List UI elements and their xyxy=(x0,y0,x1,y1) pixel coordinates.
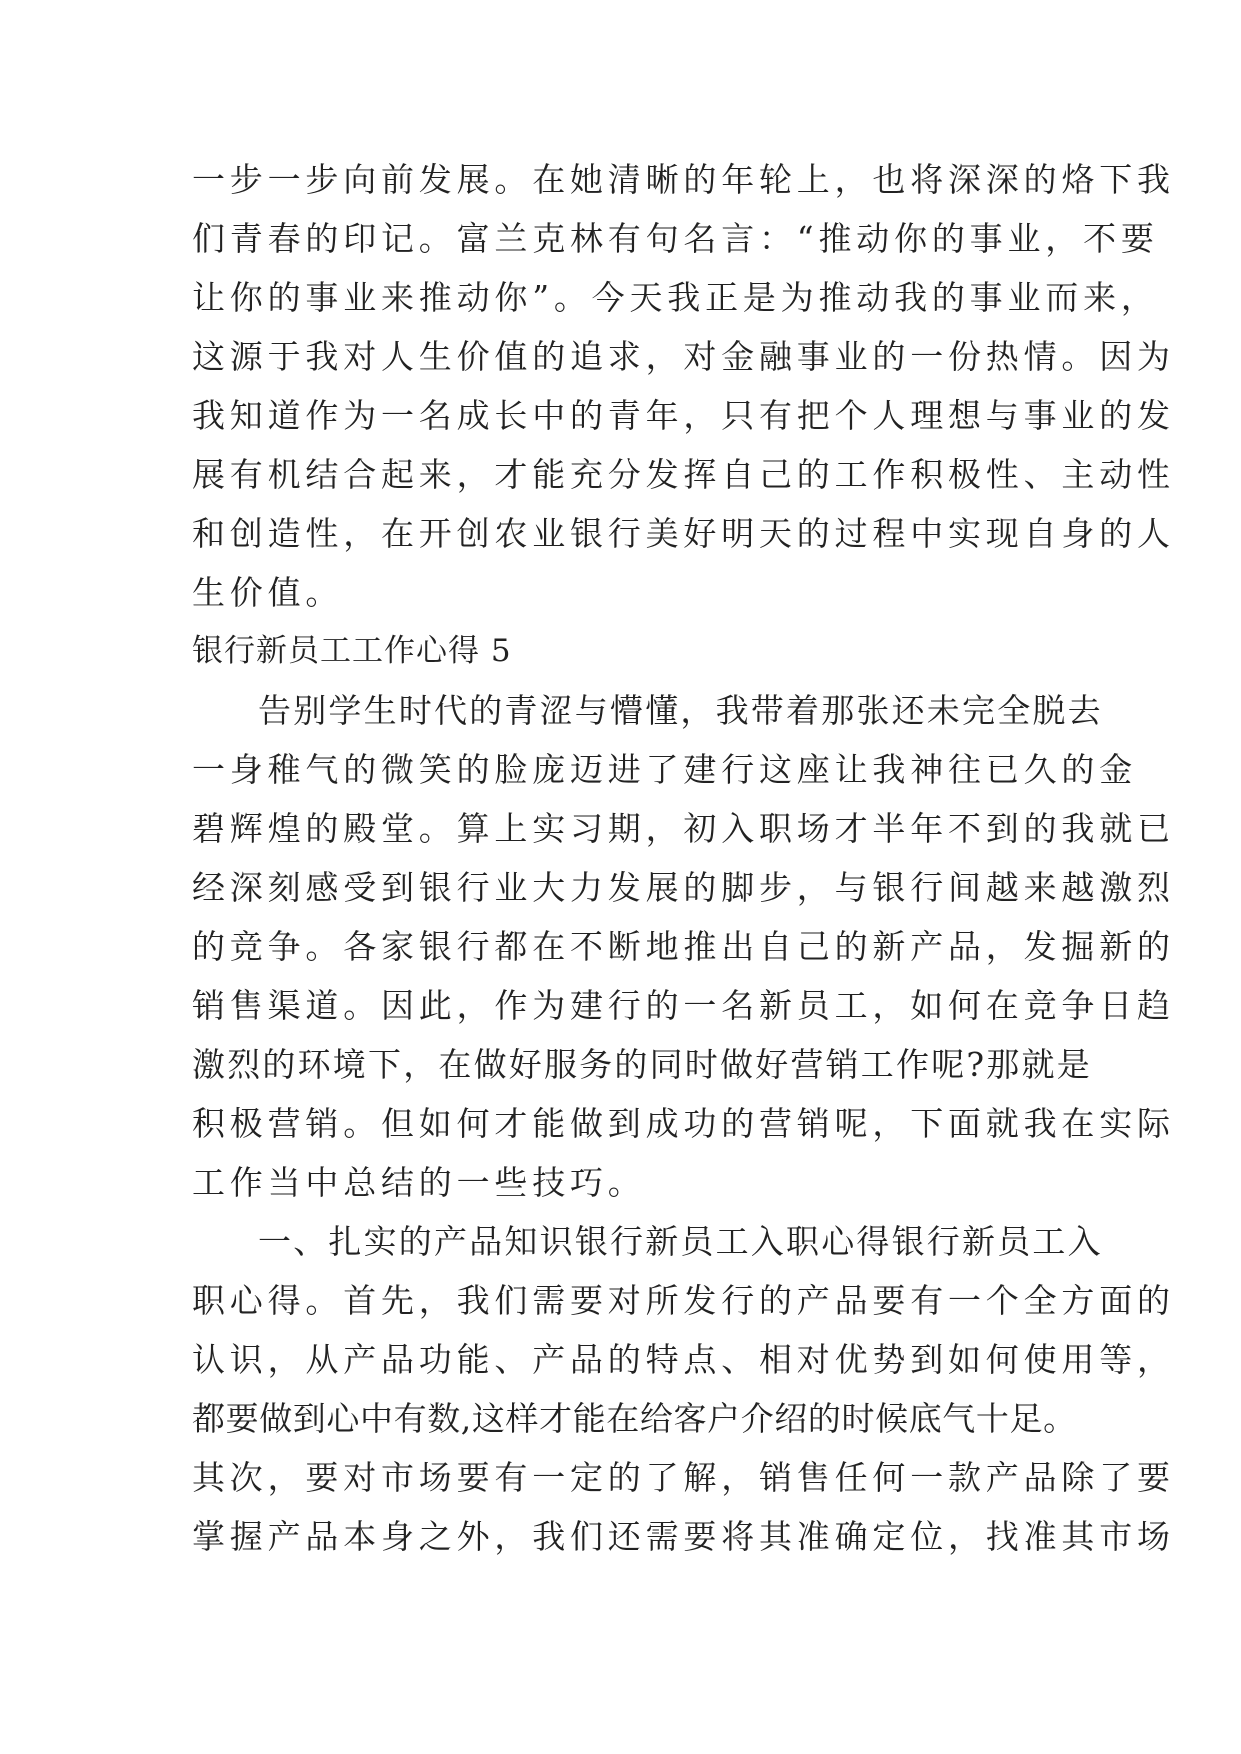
text-line: 生价值。 xyxy=(192,573,344,612)
text-line: 展有机结合起来，才能充分发挥自己的工作积极性、主动性 xyxy=(192,455,1175,494)
text-line: 一步一步向前发展。在她清晰的年轮上，也将深深的烙下我 xyxy=(192,160,1175,199)
text-line: 积极营销。但如何才能做到成功的营销呢，下面就我在实际 xyxy=(192,1104,1175,1143)
text-line: 我知道作为一名成长中的青年，只有把个人理想与事业的发 xyxy=(192,396,1175,435)
text-line: 经深刻感受到银行业大力发展的脚步，与银行间越来越激烈 xyxy=(192,868,1175,907)
text-line: 和创造性，在开创农业银行美好明天的过程中实现自身的人 xyxy=(192,514,1175,553)
text-line: 碧辉煌的殿堂。算上实习期，初入职场才半年不到的我就已 xyxy=(192,809,1175,848)
text-line: 激烈的环境下，在做好服务的同时做好营销工作呢?那就是 xyxy=(192,1045,1092,1084)
text-line: 的竞争。各家银行都在不断地推出自己的新产品，发掘新的 xyxy=(192,927,1175,966)
text-line: 们青春的印记。富兰克林有句名言：“推动你的事业，不要 xyxy=(192,219,1159,258)
text-line: 一身稚气的微笑的脸庞迈进了建行这座让我神往已久的金 xyxy=(192,750,1137,789)
text-line: 都要做到心中有数,这样才能在给客户介绍的时候底气十足。 xyxy=(192,1399,1077,1438)
text-line: 掌握产品本身之外，我们还需要将其准确定位，找准其市场 xyxy=(192,1517,1175,1556)
text-line: 认识，从产品功能、产品的特点、相对优势到如何使用等， xyxy=(192,1340,1175,1379)
text-line: 一、扎实的产品知识银行新员工入职心得银行新员工入 xyxy=(258,1222,1103,1261)
text-line: 工作当中总结的一些技巧。 xyxy=(192,1163,646,1202)
paragraph-2 xyxy=(192,1212,1175,1566)
text-line: 让你的事业来推动你”。今天我正是为推动我的事业而来， xyxy=(192,278,1159,317)
text-line: 职心得。首先，我们需要对所发行的产品要有一个全方面的 xyxy=(192,1281,1175,1320)
text-line: 这源于我对人生价值的追求，对金融事业的一份热情。因为 xyxy=(192,337,1175,376)
text-line: 告别学生时代的青涩与懵懂，我带着那张还未完全脱去 xyxy=(258,691,1103,730)
document-body xyxy=(192,150,1175,1566)
paragraph-1 xyxy=(192,681,1175,1212)
intro-paragraph xyxy=(192,150,1175,622)
text-line: 其次，要对市场要有一定的了解，销售任何一款产品除了要 xyxy=(192,1458,1175,1497)
text-line: 销售渠道。因此，作为建行的一名新员工，如何在竞争日趋 xyxy=(192,986,1175,1025)
section-heading: 银行新员工工作心得 5 xyxy=(192,633,512,669)
